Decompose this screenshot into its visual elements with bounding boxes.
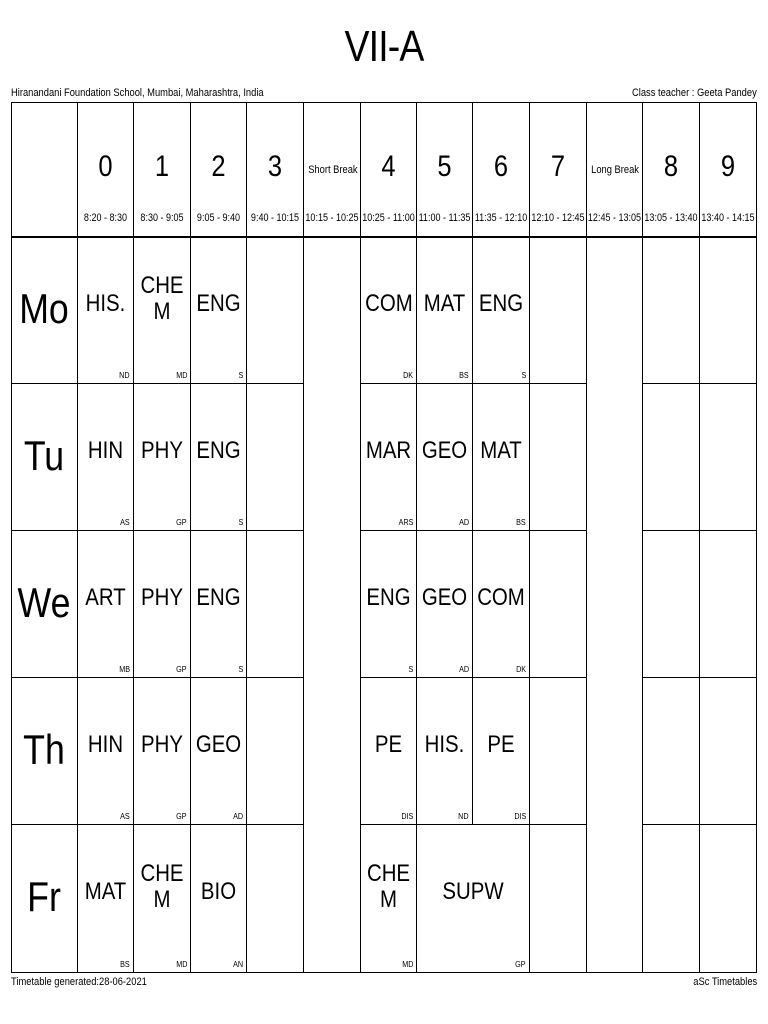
teacher-code: MD <box>175 960 187 969</box>
empty-cell <box>530 237 587 384</box>
subject-name: PE <box>374 730 403 758</box>
empty-cell <box>247 531 304 678</box>
lesson-cell[interactable] <box>78 531 134 678</box>
break-column-cell <box>304 237 361 384</box>
subject-name: ENG <box>196 583 241 611</box>
teacher-code: AN <box>232 960 243 969</box>
period-number: 2 <box>211 150 226 183</box>
break-header-cell <box>587 102 643 237</box>
subject-name: ENG <box>478 289 524 317</box>
empty-cell <box>643 825 700 973</box>
teacher-code: DIS <box>400 812 413 821</box>
teacher-code: AS <box>120 518 130 527</box>
period-number: 3 <box>267 150 283 183</box>
teacher-code: GP <box>176 812 187 821</box>
period-number: 0 <box>98 150 113 183</box>
lesson-cell[interactable] <box>134 531 191 678</box>
break-column-cell <box>304 384 361 531</box>
period-time: 11:35 - 12:10 <box>474 212 528 224</box>
lesson-cell[interactable] <box>191 531 247 678</box>
lesson-cell[interactable] <box>473 678 530 825</box>
period-number: 1 <box>154 150 170 183</box>
empty-cell <box>530 384 587 531</box>
teacher-code: BS <box>516 518 526 527</box>
break-column-cell <box>587 531 643 678</box>
page-title: VII-A <box>344 22 424 71</box>
empty-cell <box>643 531 700 678</box>
subject-name: BIO <box>200 878 237 905</box>
lesson-cell[interactable] <box>417 678 473 825</box>
subject-name: MAR <box>365 436 412 464</box>
break-header-cell <box>304 102 361 237</box>
period-header-cell <box>191 102 247 237</box>
lesson-cell[interactable] <box>134 678 191 825</box>
period-number: 6 <box>493 150 509 183</box>
lesson-cell[interactable] <box>134 825 191 973</box>
break-label: Long Break <box>591 164 639 176</box>
period-time: 8:20 - 8:30 <box>83 212 128 224</box>
period-time: 10:25 - 11:00 <box>362 212 415 224</box>
empty-cell <box>247 678 304 825</box>
subject-name: ART <box>85 583 126 611</box>
empty-cell <box>643 678 700 825</box>
lesson-cell[interactable] <box>473 384 530 531</box>
break-column-cell <box>587 678 643 825</box>
period-number: 7 <box>550 150 566 183</box>
teacher-code: ARS <box>398 518 413 527</box>
period-header-cell <box>134 102 191 237</box>
break-column-cell <box>304 678 361 825</box>
teacher-code: S <box>238 371 243 380</box>
teacher-code: S <box>238 518 243 527</box>
subject-name: MAT <box>423 289 466 317</box>
lesson-cell[interactable] <box>473 531 530 678</box>
corner-cell <box>11 102 78 237</box>
day-label: Mo <box>19 284 69 332</box>
subject-name: HIS. <box>424 730 465 758</box>
day-label: Tu <box>23 431 65 479</box>
subject-name: MAT <box>480 436 522 464</box>
teacher-code: BS <box>120 960 130 969</box>
period-header-cell <box>530 102 587 237</box>
period-time: 12:10 - 12:45 <box>531 212 585 224</box>
subject-name: CHE M <box>366 860 411 913</box>
subject-name: HIS. <box>85 289 126 317</box>
period-header-cell <box>361 102 417 237</box>
day-label: Th <box>23 725 65 773</box>
lesson-cell[interactable] <box>78 384 134 531</box>
generated-date: Timetable generated:28-06-2021 <box>11 976 147 988</box>
empty-cell <box>700 678 757 825</box>
period-time: 13:40 - 14:15 <box>701 212 755 224</box>
break-column-cell <box>587 825 643 973</box>
subject-name: ENG <box>196 289 241 317</box>
subject-name: SUPW <box>442 878 504 905</box>
period-time: 10:15 - 10:25 <box>305 212 359 224</box>
day-label-cell <box>11 531 78 678</box>
teacher-code: DIS <box>513 812 526 821</box>
empty-cell <box>700 384 757 531</box>
teacher-code: MD <box>401 960 413 969</box>
period-number: 9 <box>720 150 736 183</box>
empty-cell <box>643 384 700 531</box>
day-label: We <box>17 578 71 626</box>
teacher-code: S <box>521 371 526 380</box>
break-label: Short Break <box>308 164 358 176</box>
lesson-cell[interactable] <box>417 531 473 678</box>
empty-cell <box>530 825 587 973</box>
period-time: 9:05 - 9:40 <box>196 212 241 224</box>
lesson-cell[interactable] <box>361 531 417 678</box>
teacher-code: DK <box>402 371 413 380</box>
lesson-cell[interactable] <box>191 237 247 384</box>
subject-name: PHY <box>141 436 183 464</box>
lesson-cell[interactable] <box>134 384 191 531</box>
teacher-code: DK <box>515 665 526 674</box>
empty-cell <box>700 237 757 384</box>
period-header-cell <box>643 102 700 237</box>
teacher-code: MD <box>175 371 187 380</box>
lesson-cell[interactable] <box>191 825 247 973</box>
header-divider <box>11 236 757 238</box>
lesson-cell[interactable] <box>191 384 247 531</box>
subject-name: PHY <box>141 583 183 611</box>
subject-name: ENG <box>366 583 411 611</box>
lesson-cell[interactable] <box>361 237 417 384</box>
teacher-code: AD <box>458 518 469 527</box>
period-number: 4 <box>381 150 396 183</box>
period-time: 8:30 - 9:05 <box>140 212 184 224</box>
subject-name: CHE M <box>140 860 184 913</box>
subject-name: COM <box>365 289 413 317</box>
break-column-cell <box>587 384 643 531</box>
subject-name: PHY <box>141 730 183 758</box>
empty-cell <box>530 531 587 678</box>
day-label-cell <box>11 678 78 825</box>
lesson-cell[interactable] <box>361 678 417 825</box>
break-column-cell <box>587 237 643 384</box>
generator-credit: aSc Timetables <box>693 976 757 988</box>
day-label-cell <box>11 825 78 973</box>
period-time: 13:05 - 13:40 <box>644 212 698 224</box>
period-number: 5 <box>437 150 452 183</box>
empty-cell <box>643 237 700 384</box>
lesson-cell[interactable] <box>78 237 134 384</box>
period-time: 11:00 - 11:35 <box>418 212 471 224</box>
period-time: 9:40 - 10:15 <box>250 212 300 224</box>
empty-cell <box>247 825 304 973</box>
teacher-code: ND <box>458 812 469 821</box>
subject-name: HIN <box>87 730 124 758</box>
class-teacher: Class teacher : Geeta Pandey <box>632 87 757 99</box>
empty-cell <box>247 237 304 384</box>
lesson-cell[interactable] <box>78 825 134 973</box>
lesson-cell[interactable] <box>191 678 247 825</box>
period-header-cell <box>247 102 304 237</box>
period-time: 12:45 - 13:05 <box>587 212 642 224</box>
teacher-code: GP <box>176 518 187 527</box>
period-number: 8 <box>663 150 679 183</box>
lesson-cell[interactable] <box>417 237 473 384</box>
lesson-cell[interactable] <box>134 237 191 384</box>
empty-cell <box>700 531 757 678</box>
teacher-code: MB <box>119 665 130 674</box>
subject-name: HIN <box>87 436 124 464</box>
subject-name: GEO <box>421 583 468 611</box>
teacher-code: AD <box>458 665 469 674</box>
period-header-cell <box>78 102 134 237</box>
day-label-cell <box>11 237 78 384</box>
empty-cell <box>247 384 304 531</box>
day-label-cell <box>11 384 78 531</box>
break-column-cell <box>304 531 361 678</box>
teacher-code: GP <box>515 960 526 969</box>
subject-name: PE <box>487 730 515 758</box>
school-name: Hiranandani Foundation School, Mumbai, Maharashtra, India <box>11 87 264 99</box>
teacher-code: S <box>408 665 413 674</box>
subject-name: ENG <box>196 436 241 464</box>
teacher-code: BS <box>459 371 469 380</box>
teacher-code: GP <box>176 665 187 674</box>
subject-name: CHE M <box>140 271 184 325</box>
lesson-cell[interactable] <box>361 384 417 531</box>
period-header-cell <box>700 102 757 237</box>
teacher-code: S <box>238 665 243 674</box>
empty-cell <box>530 678 587 825</box>
lesson-cell[interactable] <box>78 678 134 825</box>
period-header-cell <box>473 102 530 237</box>
period-header-cell <box>417 102 473 237</box>
day-label: Fr <box>27 873 61 920</box>
teacher-code: ND <box>119 371 130 380</box>
teacher-code: AS <box>120 812 130 821</box>
subject-name: COM <box>477 583 525 611</box>
teacher-code: AD <box>232 812 243 821</box>
break-column-cell <box>304 825 361 973</box>
subject-name: MAT <box>84 878 127 905</box>
empty-cell <box>700 825 757 973</box>
lesson-cell[interactable] <box>417 825 530 973</box>
lesson-cell[interactable] <box>417 384 473 531</box>
subject-name: GEO <box>195 730 242 758</box>
lesson-cell[interactable] <box>473 237 530 384</box>
lesson-cell[interactable] <box>361 825 417 973</box>
subject-name: GEO <box>421 436 468 464</box>
